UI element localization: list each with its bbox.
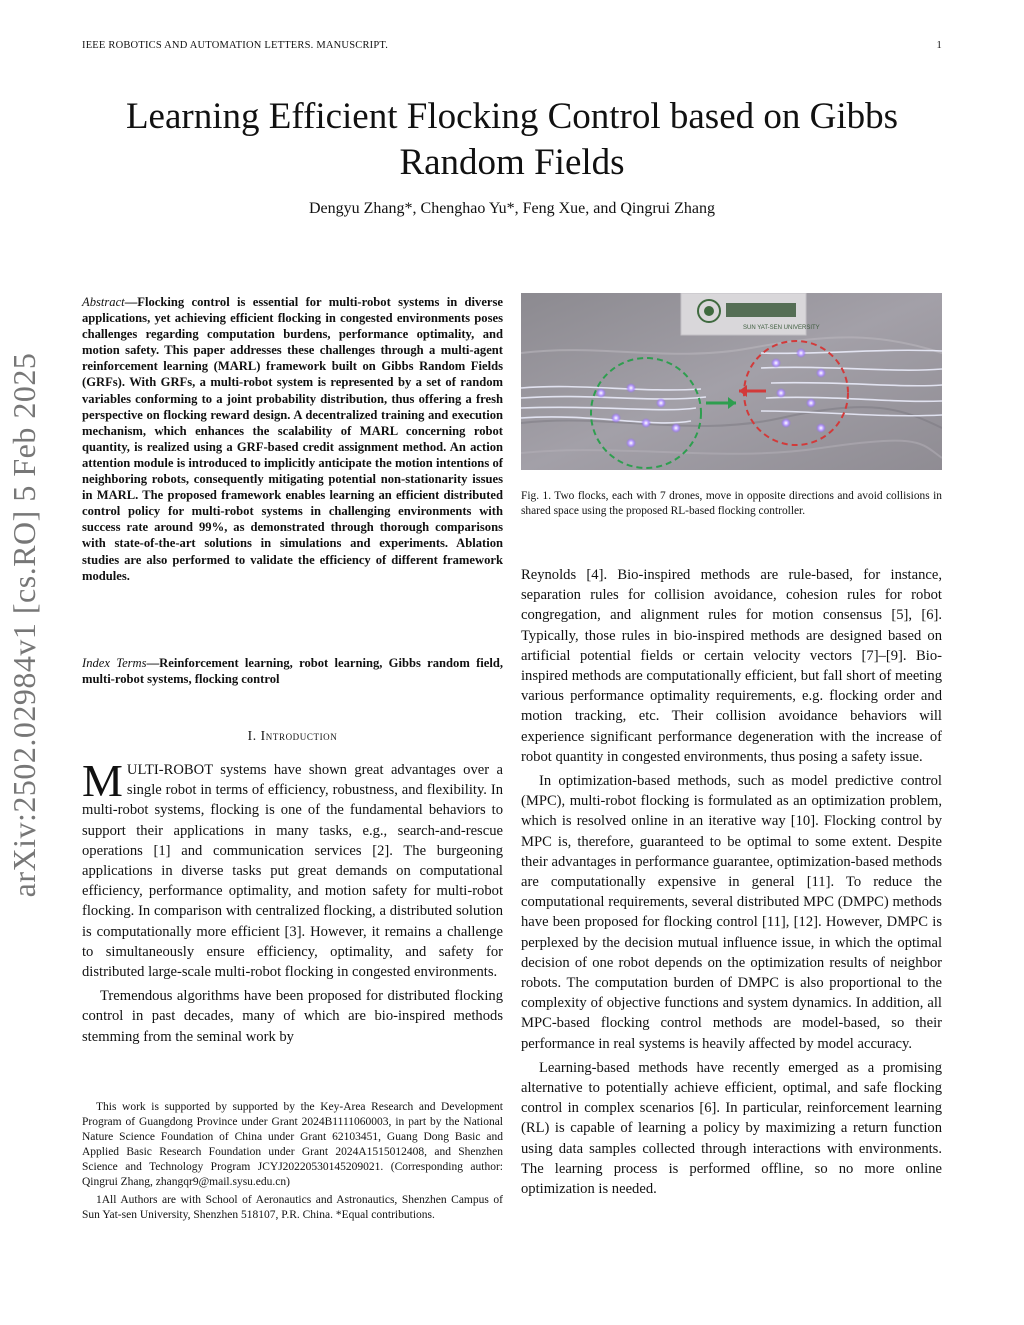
figure-caption: Fig. 1. Two flocks, each with 7 drones, move in opposite directions and avoid collisions in shared space using the proposed RL-based flocking controller. [521, 490, 942, 517]
intro-p1-text: ULTI-ROBOT systems have shown great advantages over a single robot in terms of efficiency, robustness, and flexibility. In multi-robot systems, flocking is one of the fundamental behaviors to support their applications in many tasks, e.g., search-and-rescue operations [1] and communication services [2]. The burgeoning applications in diverse tasks put great demands on computational efficiency, performance optimality, and motion safety for multi-robot flocking. In comparison with centralized flocking, a distributed solution is computationally more efficient [3]. However, it remains a challenge to simultaneously ensure efficiency, optimality, and safety for distributed large-scale multi-robot flocking in congested environments. [82, 762, 503, 981]
intro-paragraph-2: Tremendous algorithms have been proposed for distributed flocking control in past decades, many of which are bio-inspired methods stemming from the seminal work by [82, 988, 503, 1045]
section-number: I. [247, 728, 257, 743]
arxiv-stamp: arXiv:2502.02984v1 [cs.RO] 5 Feb 2025 [6, 352, 42, 898]
journal-name: IEEE ROBOTICS AND AUTOMATION LETTERS. MANUSCRIPT. [82, 40, 389, 51]
abstract [82, 294, 503, 584]
funding-note: This work is supported by supported by the Key-Area Research and Development Program of Guangdong Province under Grant 2024B1111060003, in part by the National Nature Science Foundation of China under Grant 62103451, Guang Dong Basic and Applied Basic Research Foundation under Grant 2024A1515012408, and Shenzhen Science and Technology Program JCYJ20220530145209021. (Corresponding author: Qingrui Zhang, zhangqr9@mail.sysu.edu.cn) [82, 1101, 503, 1189]
right-paragraph-1: Reynolds [4]. Bio-inspired methods are rule-based, for instance, separation rules for collision avoidance, cohesion rules for robot congregation, and alignment rules for motion consensus [5], [6]. Typically, those rules in bio-inspired methods are designed based on artificial potential fields or certain velocity vectors [7]–[9]. Bio-inspired methods are computationally efficient, but fall short of meeting various performance optimality requirements, e.g. flocking order and motion tracking, etc. Their collision avoidance behaviors will experience significant performance degeneration with the increase of robot quantity in congested environments, thus posing a safety issue. [521, 567, 942, 765]
section-heading [82, 728, 503, 744]
index-terms [82, 655, 503, 687]
abstract-text: —Flocking control is essential for multi-robot systems in diverse applications, yet achieving efficient flocking in congested environments poses challenges regarding computation burdens, performance optimality, and motion safety. This paper addresses these challenges through a multi-agent reinforcement learning (MARL) framework built on Gibbs Random Fields (GRFs). With GRFs, a multi-robot system is represented by a set of random variables conforming to a joint probability distribution, thus offering a fresh perspective on flocking reward design. A decentralized training and execution mechanism, which enhances the scalability of MARL concerning robot quantity, is realized using a GRF-based credit assignment method. An action attention module is introduced to implicitly anticipate the motion intentions of neighboring robots, consequently mitigating potential non-stationarity issues in MARL. The proposed framework enables learning an efficient distributed control policy for multi-robot systems in challenging environments with success rate around 99%, as demonstrated through thorough comparisons with state-of-the-art solutions in simulations and experiments. Ablation studies are also performed to validate the efficiency of different framework modules. [82, 295, 503, 583]
right-paragraph-3: Learning-based methods have recently emerged as a promising alternative to potentially achieve efficient, optimal, and safe flocking control in complex scenarios [6]. In particular, reinforcement learning (RL) is capable of learning a policy by maximizing a return function using data samples collected through interactions with environments. The learning process is performed offline, so no more online optimization is needed. [521, 1059, 942, 1198]
section-title: Introduction [260, 728, 338, 743]
flocking-photo [521, 293, 942, 470]
affiliation-note: 1All Authors are with School of Aeronautics and Astronautics, Shenzhen Campus of Sun Yat-sen University, Shenzhen 518107, P.R. China. *Equal contributions. [82, 1193, 503, 1221]
introduction-body [82, 755, 503, 1047]
right-column-body [521, 565, 942, 1199]
title-line-2: Random Fields [399, 142, 625, 183]
dropcap: M [82, 755, 123, 806]
footnote [82, 1100, 503, 1223]
banner-caption: SUN YAT-SEN UNIVERSITY [743, 325, 820, 331]
index-terms-label: Index Terms [82, 656, 147, 670]
intro-paragraph-1 [82, 755, 503, 982]
author-list: Dengyu Zhang*, Chenghao Yu*, Feng Xue, and Qingrui Zhang [309, 200, 715, 217]
figure-1 [521, 293, 942, 470]
running-header [82, 40, 942, 56]
paper-title [60, 94, 964, 186]
title-line-1: Learning Efficient Flocking Control based on Gibbs [125, 96, 899, 137]
index-terms-text: —Reinforcement learning, robot learning, Gibbs random field, multi-robot systems, flocking control [82, 656, 504, 687]
right-paragraph-2: In optimization-based methods, such as model predictive control (MPC), multi-robot flocking is formulated as an optimization problem, which is resolved online in an iterative way [10]. Flocking control by MPC is, therefore, guaranteed to be optimal to some extent. Despite their advantages in performance guarantee, optimization-based methods are computationally expensive in general [11]. To reduce the computational requirements, several distributed MPC (DMPC) methods have been proposed for flocking control [11], [12]. However, DMPC is perplexed by the decision mutual influence issue, in which the optimal decision of one robot depends on the optimization results of neighbor robots. The computation burden of DMPC is also proportional to the complexity of objective functions and system dynamics. In addition, all MPC-based flocking control methods are model-based, so their performance in real systems is heavily affected by model accuracy. [521, 773, 942, 1052]
page-number: 1 [936, 40, 942, 51]
abstract-label: Abstract [82, 295, 125, 309]
